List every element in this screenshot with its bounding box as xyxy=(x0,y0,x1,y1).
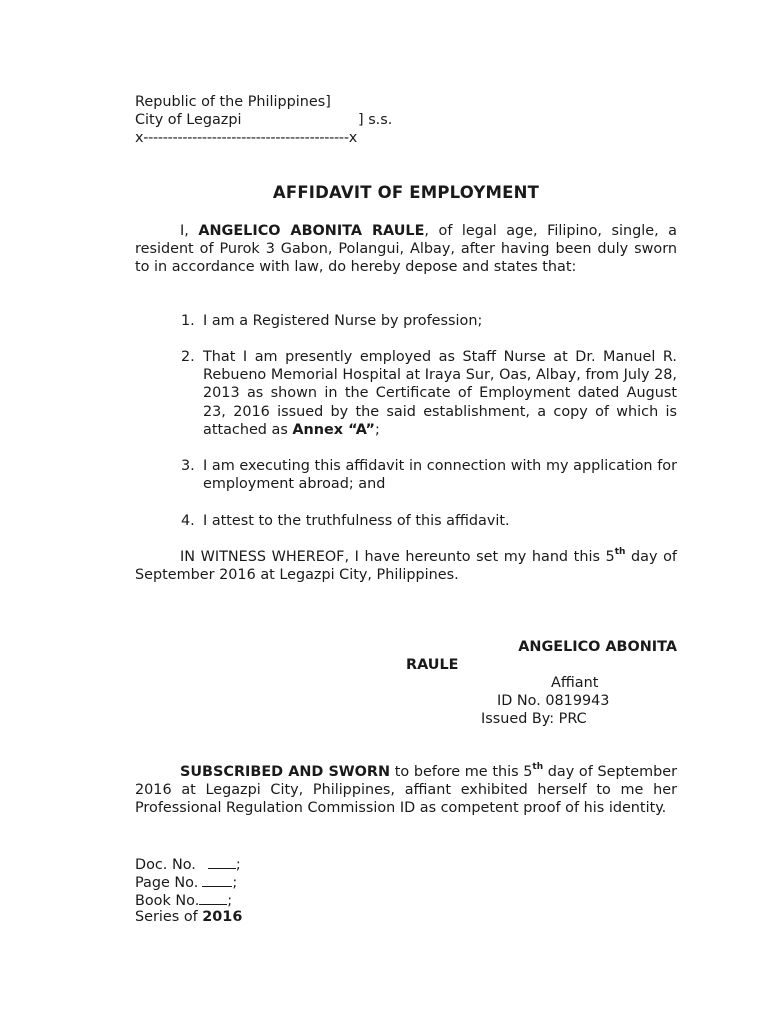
statement-text: I attest to the truthfulness of this affidavit. xyxy=(203,513,510,529)
intro-rest: , of legal age, Filipino, single, a resident of Purok 3 Gabon, Polangui, Albay, after having been duly sworn to in accordance with law, do hereby depose and states that: xyxy=(135,223,677,276)
witness-paragraph xyxy=(135,548,677,584)
document-title: AFFIDAVIT OF EMPLOYMENT xyxy=(272,183,540,202)
venue-republic: Republic of the Philippines] xyxy=(135,94,331,110)
series-label: Series of xyxy=(135,909,203,925)
jurat-lead: SUBSCRIBED AND SWORN xyxy=(180,764,391,780)
notarial-page-no xyxy=(135,872,237,892)
book-no-suffix: ; xyxy=(227,893,233,909)
page-no-blank xyxy=(202,872,232,887)
venue-separator: x------------------------------------------x xyxy=(135,130,357,146)
statement-number: 1. xyxy=(181,313,195,329)
signature-role: Affiant xyxy=(551,675,599,691)
notarial-series xyxy=(135,908,242,926)
doc-no-blank xyxy=(208,854,236,869)
annex-reference: Annex “A” xyxy=(292,421,375,438)
witness-before: IN WITNESS WHEREOF, I have hereunto set my hand this 5 xyxy=(180,549,615,565)
jurat-ordinal: th xyxy=(532,762,544,773)
statement-suffix: ; xyxy=(374,421,380,438)
signature-name-line2: RAULE xyxy=(406,657,459,673)
notarial-doc-no xyxy=(135,854,241,874)
statement-number: 4. xyxy=(181,513,195,529)
witness-ordinal: th xyxy=(614,547,626,558)
signature-issued-by: Issued By: PRC xyxy=(481,711,587,727)
statement-body: That I am presently employed as Staff Nurse at Dr. Manuel R. Rebueno Memorial Hospital at Iraya Sur, Oas, Albay, from July 28, 2013 as shown in the Certificate of Employment dated August 23, 2016 issued by the said establishment, a copy of which is attached as xyxy=(203,349,677,438)
signature-name-line1: ANGELICO ABONITA xyxy=(518,639,677,655)
statement-text: I am executing this affidavit in connection with my application for employment abroad; and xyxy=(203,458,677,493)
page-no-suffix: ; xyxy=(232,875,238,891)
intro-paragraph xyxy=(135,222,677,277)
statement-number: 3. xyxy=(181,458,195,474)
book-no-blank xyxy=(199,890,227,905)
intro-affiant-name: ANGELICO ABONITA RAULE xyxy=(198,223,425,239)
statement-text xyxy=(203,348,677,439)
book-no-label: Book No. xyxy=(135,893,200,909)
page-no-label: Page No. xyxy=(135,875,199,891)
signature-id-number: ID No. 0819943 xyxy=(497,693,610,709)
jurat-after: day of September 2016 at Legazpi City, Philippines, affiant exhibited herself to me her Professional Regulation Commission ID as competent proof of his identity. xyxy=(135,764,677,817)
doc-no-suffix: ; xyxy=(235,857,241,873)
jurat-paragraph xyxy=(135,763,677,818)
venue-city: City of Legazpi xyxy=(135,112,242,128)
notarial-book-no xyxy=(135,890,232,910)
series-year: 2016 xyxy=(202,909,243,925)
statement-number: 2. xyxy=(181,349,195,365)
venue-ss: ] s.s. xyxy=(358,112,393,128)
statement-text: I am a Registered Nurse by profession; xyxy=(203,313,483,329)
doc-no-label: Doc. No. xyxy=(135,857,196,873)
witness-after: day of September 2016 at Legazpi City, Philippines. xyxy=(135,549,677,584)
jurat-before: to before me this 5 xyxy=(390,764,533,780)
intro-prefix: I, xyxy=(180,223,199,239)
